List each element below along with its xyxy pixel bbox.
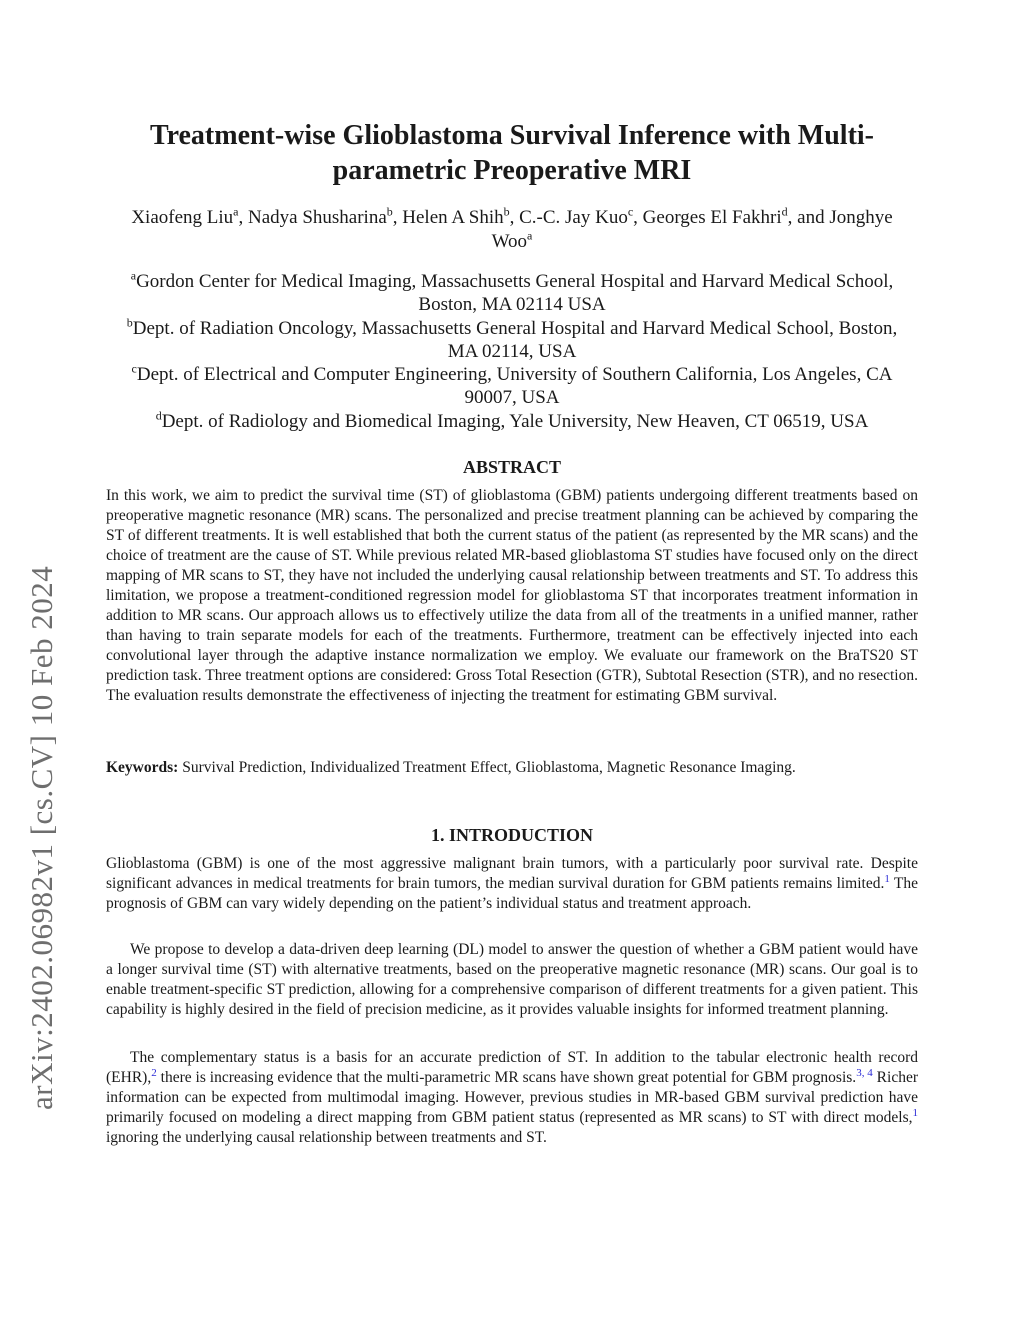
affiliation (110, 410, 914, 433)
introduction-heading: 1. INTRODUCTION (430, 825, 594, 845)
keywords-text: Survival Prediction, Individualized Treatment Effect, Glioblastoma, Magnetic Resonance Imaging. (182, 759, 796, 776)
affiliation-mark: c (131, 361, 137, 376)
author-name: C.-C. Jay Kuo (519, 207, 628, 228)
intro-p1-text-b: The prognosis of GBM can vary widely depending on the patient’s individual status and treatment approach. (106, 875, 918, 912)
arxiv-id: arXiv:2402.06982v1 [cs.CV] 10 Feb 2024 (24, 565, 59, 1110)
author-affil-mark: d (781, 204, 788, 219)
arxiv-stamp (24, 565, 59, 1140)
author-separator: , (509, 207, 520, 228)
author-affil-mark: c (627, 204, 634, 219)
citation-link[interactable]: 3, 4 (856, 1066, 873, 1079)
intro-p1-text-a: Glioblastoma (GBM) is one of the most aggressive malignant brain tumors, with a particularly poor survival rate. Despite significant advances in medical treatments for brain tumors, the median survival duration for GBM patients remains limited. (106, 855, 918, 892)
author-name: Helen A Shih (402, 207, 504, 228)
intro-p3-text-a: The complementary status is a basis for an accurate prediction of ST. In addition to the tabular electronic health record (EHR), (106, 1049, 918, 1086)
author-name: Georges El Fakhri (642, 207, 782, 228)
citation-link[interactable]: 1 (884, 872, 890, 885)
affiliation-text: Dept. of Radiation Oncology, Massachusetts General Hospital and Harvard Medical School, Boston, MA 02114, USA (132, 317, 898, 362)
affiliation-list (110, 270, 914, 433)
affiliation-mark: d (155, 408, 162, 423)
intro-paragraph-3 (106, 1048, 918, 1148)
affiliation-text: Dept. of Electrical and Computer Engineering, University of Southern California, Los Angeles, CA 90007, USA (136, 364, 893, 409)
affiliation-text: Dept. of Radiology and Biomedical Imaging, Yale University, New Heaven, CT 06519, USA (161, 410, 869, 432)
citation-link[interactable]: 1 (912, 1106, 918, 1119)
author-separator: , (238, 207, 248, 228)
affiliation-mark: b (126, 315, 133, 330)
author-separator: , (392, 207, 403, 228)
author-affil-mark: b (503, 204, 510, 219)
author-list (110, 206, 914, 254)
affiliation (110, 363, 914, 410)
affiliation-mark: a (130, 268, 137, 283)
intro-p3-text-b: there is increasing evidence that the multi-parametric MR scans have shown great potential for GBM prognosis. (156, 1069, 857, 1086)
affiliation (110, 317, 914, 364)
paper-title: Treatment-wise Glioblastoma Survival Inference with Multi-parametric Preoperative MRI (149, 120, 875, 186)
intro-p3-text-d: ignoring the underlying causal relationship between treatments and ST. (106, 1129, 547, 1146)
intro-paragraph-2: We propose to develop a data-driven deep learning (DL) model to answer the question of whether a GBM patient would have a longer survival time (ST) with alternative treatments, based on the preoperative magnetic resonance (MR) scans. Our goal is to enable treatment-specific ST prediction, allowing for a comprehensive comparison of different treatments for a given patient. This capability is highly desired in the field of precision medicine, as it provides valuable insights for informed treatment planning. (106, 941, 918, 1018)
keywords-label: Keywords: (106, 759, 179, 776)
affiliation-text: Gordon Center for Medical Imaging, Massachusetts General Hospital and Harvard Medical School, Boston, MA 02114 USA (136, 271, 894, 316)
author-name: Jonghye Woo (491, 207, 893, 252)
affiliation (110, 270, 914, 317)
intro-p3-text-c: Richer information can be expected from multimodal imaging. However, previous studies in MR-based GBM survival prediction have primarily focused on modeling a direct mapping from GBM patient status (represented as MR scans) to ST with direct models, (106, 1069, 918, 1126)
author-affil-mark: b (386, 204, 393, 219)
abstract-heading: ABSTRACT (462, 457, 562, 477)
citation-link[interactable]: 2 (151, 1066, 157, 1079)
author-separator: , and (787, 207, 830, 228)
author-name: Xiaofeng Liu (131, 207, 234, 228)
keywords (106, 758, 918, 778)
author-separator: , (633, 207, 643, 228)
abstract-text: In this work, we aim to predict the survival time (ST) of glioblastoma (GBM) patients undergoing different treatments based on preoperative magnetic resonance (MR) scans. The personalized and precise treatment planning can be achieved by comparing the ST of different treatments. It is well established that both the current status of the patient (as represented by the MR scans) and the choice of treatment are the cause of ST. While previous related MR-based glioblastoma ST studies have focused only on the direct mapping of MR scans to ST, they have not included the underlying causal relationship between treatments and ST. To address this limitation, we propose a treatment-conditioned regression model for glioblastoma ST that incorporates treatment information in addition to MR scans. Our approach allows us to effectively utilize the data from all of the treatments in a unified manner, rather than having to train separate models for each of the treatments. Furthermore, treatment can be effectively injected into each convolutional layer through the adaptive instance normalization we employ. We evaluate our framework on the BraTS20 ST prediction task. Three treatment options are considered: Gross Total Resection (GTR), Subtotal Resection (STR), and no resection. The evaluation results demonstrate the effectiveness of injecting the treatment for estimating GBM survival. (106, 487, 918, 704)
intro-paragraph-1 (106, 854, 918, 914)
author-name: Nadya Shusharina (247, 207, 387, 228)
author-affil-mark: a (233, 204, 239, 219)
author-affil-mark: a (527, 228, 533, 243)
